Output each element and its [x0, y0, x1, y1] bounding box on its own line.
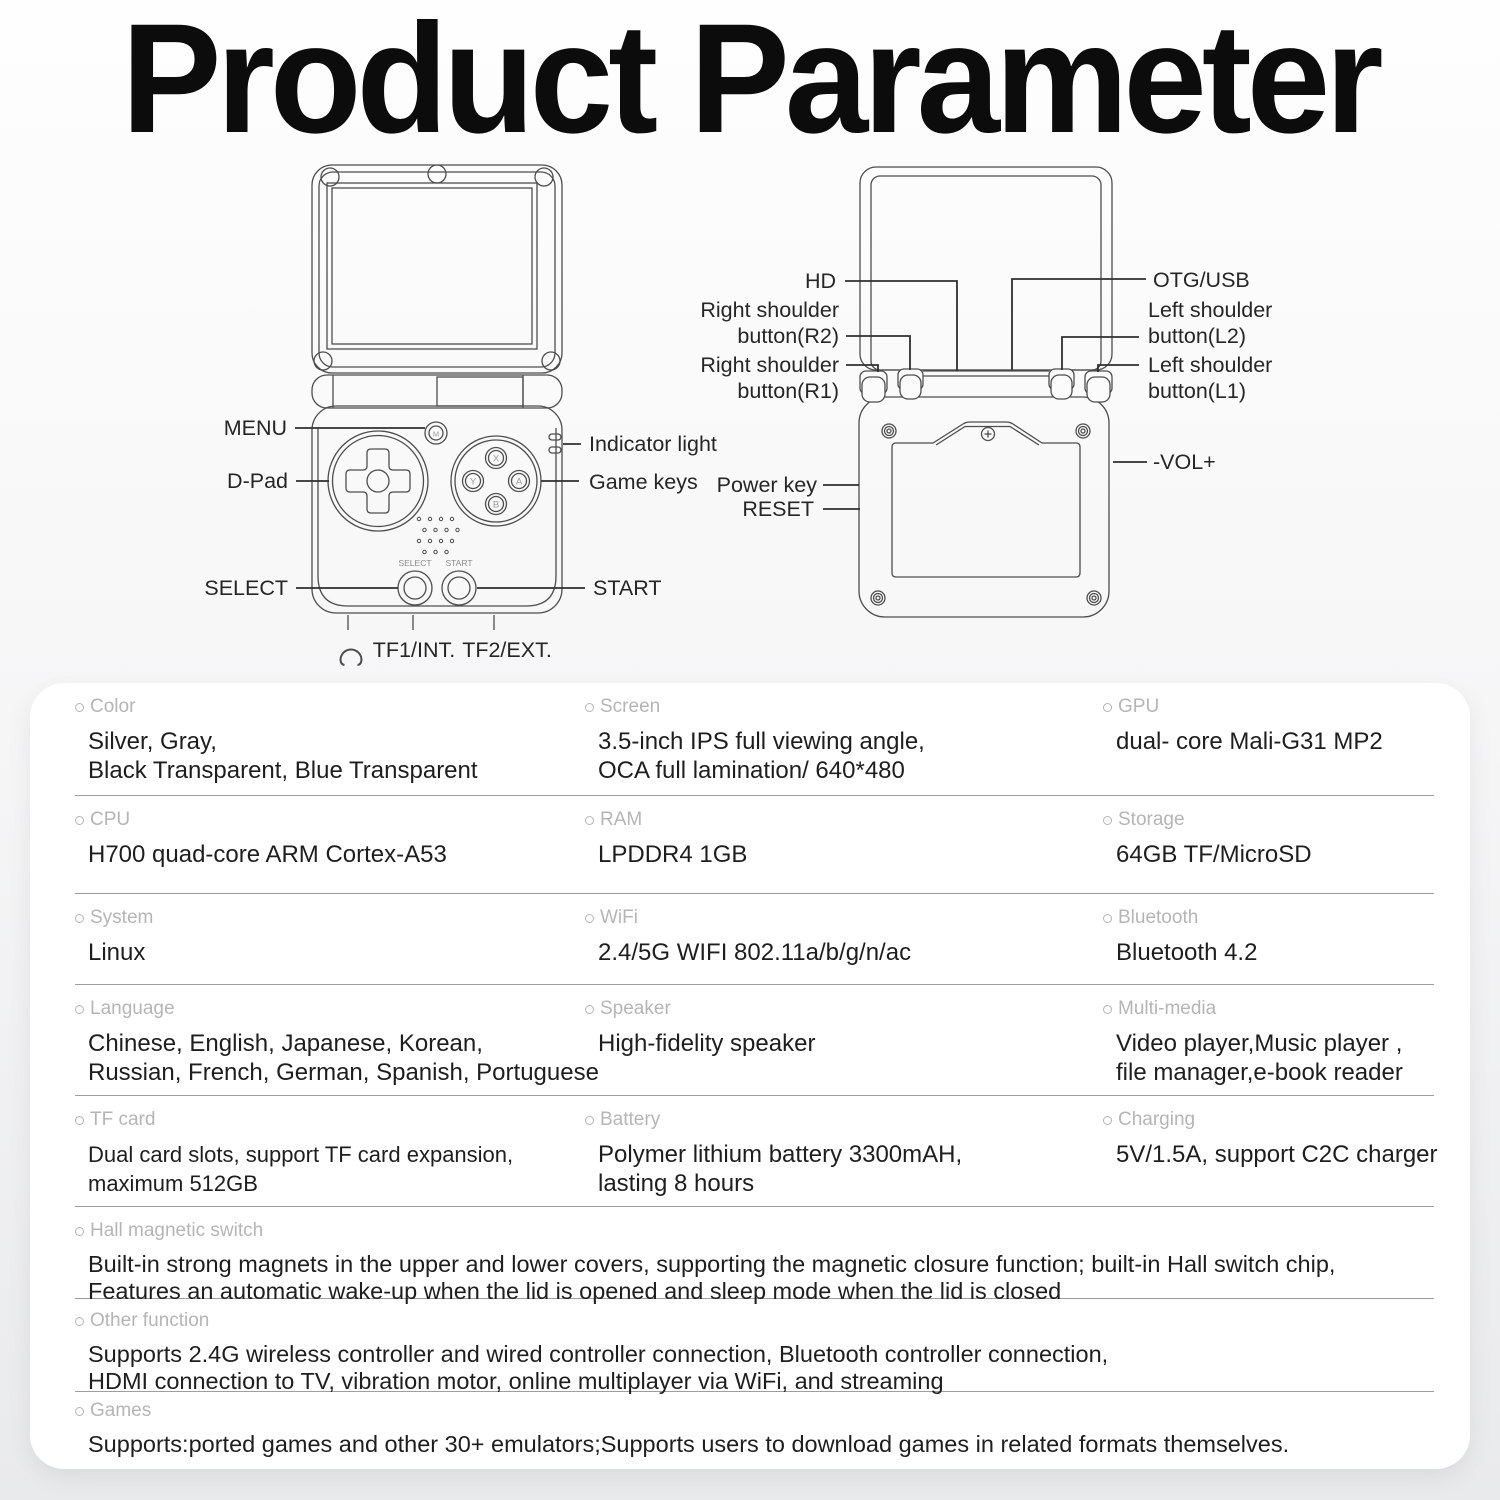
spec-color: [75, 696, 585, 795]
spec-value: [88, 727, 585, 785]
callout-l2-line2: button(L2): [1148, 324, 1247, 348]
spec-value-line: Video player,Music player ,: [1116, 1030, 1403, 1057]
spec-value-line: Supports:ported games and other 30+ emulators;Supports users to download games in related formats themselves.: [88, 1431, 1290, 1457]
spec-label-text: Speaker: [600, 998, 671, 1019]
a-button-letter: A: [515, 476, 523, 488]
back-lid-inner-outline: [871, 176, 1101, 370]
spec-label: [585, 907, 1103, 929]
callout-l2-line1: Left shoulder: [1148, 298, 1273, 322]
spec-label: [585, 696, 1103, 718]
spec-label-text: Language: [90, 998, 175, 1019]
callout-l1-line2: button(L1): [1148, 379, 1247, 403]
spec-row: [30, 1207, 1470, 1304]
spec-value-line: 5V/1.5A, support C2C charger: [1116, 1141, 1438, 1168]
spec-row: [30, 796, 1470, 893]
spec-wifi: [585, 907, 1103, 984]
headphone-icon: [341, 650, 362, 666]
spec-label: [1103, 1109, 1438, 1131]
lid-inner-outline: [319, 172, 555, 367]
battery-cover-screw-icon: [982, 428, 995, 441]
spec-label-text: Color: [90, 696, 136, 717]
spec-label: [75, 998, 585, 1020]
spec-label-text: Storage: [1118, 809, 1185, 830]
spec-row: [30, 1096, 1470, 1206]
bullet-ring-icon: [75, 1227, 84, 1236]
bullet-ring-icon: [75, 1407, 84, 1416]
spec-value: [88, 1140, 585, 1198]
screw-icon: [314, 352, 332, 370]
spec-gpu: [1103, 696, 1430, 795]
spec-battery: [585, 1109, 1103, 1206]
spec-value-line: file manager,e-book reader: [1116, 1059, 1403, 1086]
spec-label-text: WiFi: [600, 907, 638, 928]
spec-label: [75, 1310, 1430, 1332]
spec-value: [598, 840, 1103, 869]
spec-value-line: 2.4/5G WIFI 802.11a/b/g/n/ac: [598, 939, 912, 966]
spec-language: [75, 998, 599, 1095]
spec-cpu: [75, 809, 585, 893]
dpad-ring: [328, 431, 428, 531]
screen-inner-outline: [332, 188, 532, 344]
callout-tf1: TF1/INT.: [372, 638, 456, 662]
spec-label-text: CPU: [90, 809, 131, 830]
callout-start: START: [593, 576, 662, 600]
callout-otg-usb: OTG/USB: [1153, 268, 1250, 292]
spec-row: [30, 985, 1470, 1095]
spec-label: [1103, 809, 1430, 831]
bullet-ring-icon: [75, 1116, 84, 1125]
menu-button-letter: M: [432, 429, 440, 439]
spec-value-line: lasting 8 hours: [598, 1170, 755, 1197]
spec-value-line: Chinese, English, Japanese, Korean,: [88, 1030, 483, 1057]
spec-value-line: Black Transparent, Blue Transparent: [88, 757, 478, 784]
screw-icon: [428, 165, 446, 183]
spec-label: [585, 1109, 1103, 1131]
spec-value-line: LPDDR4 1GB: [598, 841, 748, 868]
spec-value: [88, 938, 585, 967]
spec-label: [75, 1220, 1430, 1242]
start-small-label: START: [445, 558, 473, 568]
spec-label-text: Screen: [600, 696, 661, 717]
screen-outline: [327, 183, 537, 349]
spec-value-line: maximum 512GB: [88, 1171, 258, 1196]
callout-l1-line1: Left shoulder: [1148, 353, 1273, 377]
spec-row: [30, 894, 1470, 984]
spec-label-text: Bluetooth: [1118, 907, 1199, 928]
spec-value-line: 3.5-inch IPS full viewing angle,: [598, 728, 925, 755]
spec-screen: [585, 696, 1103, 795]
spec-label-text: Hall magnetic switch: [90, 1220, 264, 1241]
spec-value-line: Built-in strong magnets in the upper and lower covers, supporting the magnetic closure function; built-in Hall switch chip,: [88, 1251, 1336, 1277]
spec-label-text: Battery: [600, 1109, 661, 1130]
spec-value: [1116, 840, 1430, 869]
spec-games: [75, 1400, 1430, 1469]
callout-dpad: D-Pad: [227, 469, 288, 493]
callout-game-keys: Game keys: [589, 470, 698, 494]
callout-r2-line2: button(R2): [737, 324, 839, 348]
spec-value: [598, 727, 1103, 785]
spec-value-line: Russian, French, German, Spanish, Portuguese: [88, 1059, 599, 1086]
indicator-light-icon: [549, 447, 561, 453]
callout-r2-line1: Right shoulder: [700, 298, 839, 322]
spec-value: [88, 840, 585, 869]
lid-outline: [312, 165, 562, 373]
spec-ram: [585, 809, 1103, 893]
spec-value: [598, 1029, 1103, 1058]
spec-value-line: Polymer lithium battery 3300mAH,: [598, 1141, 963, 1168]
screw-icon: [542, 352, 560, 370]
spec-value: [598, 1140, 1103, 1198]
spec-value: [598, 938, 1103, 967]
spec-row: [30, 1299, 1470, 1394]
callout-menu: MENU: [223, 416, 287, 440]
body-inner-outline: [318, 428, 556, 606]
handheld-front-diagram: [312, 165, 562, 665]
callout-r1-line1: Right shoulder: [700, 353, 839, 377]
spec-multimedia: [1103, 998, 1430, 1095]
page-title: Product Parameter: [121, 0, 1379, 166]
spec-hall-switch: [75, 1220, 1430, 1304]
spec-value-line: OCA full lamination/ 640*480: [598, 757, 905, 784]
select-small-label: SELECT: [398, 558, 432, 568]
spec-value-line: 64GB TF/MicroSD: [1116, 841, 1312, 868]
bullet-ring-icon: [585, 914, 594, 923]
spec-label-text: Other function: [90, 1310, 210, 1331]
handheld-back-diagram: [859, 167, 1112, 617]
bullet-ring-icon: [1103, 1116, 1112, 1125]
callout-tf2: TF2/EXT.: [462, 638, 552, 662]
spec-value-line: Supports 2.4G wireless controller and wired controller connection, Bluetooth controller connection,: [88, 1341, 1109, 1367]
back-lid-outline: [860, 167, 1112, 370]
bullet-ring-icon: [75, 816, 84, 825]
spec-charging: [1103, 1109, 1438, 1206]
callout-hd: HD: [804, 269, 836, 293]
spec-label-text: Charging: [1118, 1109, 1196, 1130]
bullet-ring-icon: [585, 1005, 594, 1014]
start-button-icon: [442, 571, 476, 605]
spec-value: [88, 1251, 1430, 1304]
bullet-ring-icon: [585, 703, 594, 712]
callout-lines: [295, 279, 1147, 588]
spec-value-line: Silver, Gray,: [88, 728, 217, 755]
spec-label-text: Games: [90, 1400, 152, 1421]
spec-label-text: System: [90, 907, 154, 928]
spec-value-line: HDMI connection to TV, vibration motor, online multiplayer via WiFi, and streaming: [88, 1367, 944, 1394]
hinge-center: [437, 377, 523, 406]
spec-value: [88, 1341, 1430, 1394]
bullet-ring-icon: [75, 703, 84, 712]
spec-value-line: dual- core Mali-G31 MP2: [1116, 728, 1383, 755]
spec-storage: [1103, 809, 1430, 893]
spec-value: [1116, 727, 1430, 756]
spec-label: [585, 809, 1103, 831]
spec-value: [1116, 938, 1430, 967]
callout-volume: -VOL+: [1153, 450, 1216, 474]
spec-tf-card: [75, 1109, 585, 1206]
bullet-ring-icon: [1103, 816, 1112, 825]
spec-label-text: RAM: [600, 809, 643, 830]
screw-icon: [871, 424, 1101, 605]
spec-label-text: GPU: [1118, 696, 1160, 717]
spec-value: [88, 1431, 1430, 1458]
bullet-ring-icon: [75, 914, 84, 923]
speaker-holes-icon: [417, 517, 459, 553]
spec-label: [1103, 696, 1430, 718]
spec-label-text: Multi-media: [1118, 998, 1217, 1019]
select-button-icon: [398, 571, 432, 605]
b-button-letter: B: [492, 499, 500, 511]
spec-label-text: TF card: [90, 1109, 156, 1130]
callout-indicator-light: Indicator light: [589, 432, 717, 456]
indicator-light-icon: [549, 434, 561, 440]
bullet-ring-icon: [1103, 1005, 1112, 1014]
spec-label: [585, 998, 1103, 1020]
spec-value-line: H700 quad-core ARM Cortex-A53: [88, 841, 447, 868]
spec-system: [75, 907, 585, 984]
spec-value-line: High-fidelity speaker: [598, 1030, 816, 1057]
spec-value-line: Dual card slots, support TF card expansion,: [88, 1142, 514, 1167]
spec-label: [75, 809, 585, 831]
spec-speaker: [585, 998, 1103, 1095]
spec-label: [75, 696, 585, 718]
y-button-letter: Y: [469, 476, 477, 488]
bullet-ring-icon: [75, 1317, 84, 1326]
spec-value: [88, 1029, 599, 1087]
spec-value: [1116, 1140, 1438, 1169]
spec-row: [30, 1392, 1470, 1469]
spec-row: [30, 683, 1470, 795]
device-diagram: [0, 0, 1500, 683]
spec-label: [75, 1109, 585, 1131]
screw-icon: [535, 168, 553, 186]
x-button-letter: X: [492, 453, 500, 465]
spec-value-line: Linux: [88, 939, 146, 966]
spec-label: [75, 907, 585, 929]
callout-reset: RESET: [742, 497, 814, 521]
spec-value-line: Bluetooth 4.2: [1116, 939, 1258, 966]
bullet-ring-icon: [1103, 703, 1112, 712]
bullet-ring-icon: [585, 1116, 594, 1125]
game-keys-ring: [451, 436, 541, 526]
bullet-ring-icon: [75, 1005, 84, 1014]
callout-r1-line2: button(R1): [737, 379, 839, 403]
spec-value: [1116, 1029, 1430, 1087]
spec-label: [1103, 907, 1430, 929]
bullet-ring-icon: [1103, 914, 1112, 923]
bullet-ring-icon: [585, 816, 594, 825]
spec-card: [30, 683, 1470, 1469]
battery-cover-outline: [892, 422, 1080, 577]
callout-select: SELECT: [204, 576, 288, 600]
spec-value-line: Features an automatic wake-up when the lid is opened and sleep mode when the lid is closed: [88, 1277, 1062, 1304]
callout-power-key: Power key: [716, 473, 817, 497]
spec-label: [75, 1400, 1430, 1422]
spec-label: [1103, 998, 1430, 1020]
spec-other-function: [75, 1310, 1430, 1394]
dpad-icon: [346, 449, 410, 513]
spec-bluetooth: [1103, 907, 1430, 984]
